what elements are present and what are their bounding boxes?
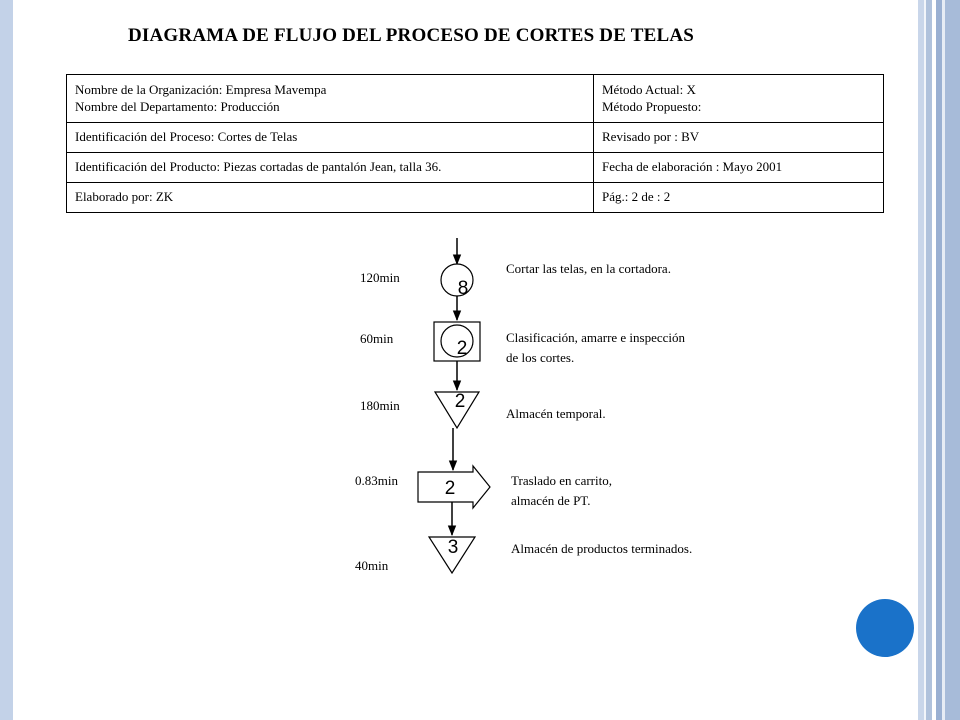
step-desc-5-line-1: Almacén de productos terminados.	[511, 541, 693, 556]
step-desc-4-line-1: Traslado en carrito,	[511, 473, 612, 488]
step-time-1: 120min	[360, 270, 400, 285]
storage-number-1: 2	[454, 391, 466, 412]
product-id: Identificación del Producto: Piezas cortadas de pantalón Jean, talla 36.	[67, 153, 594, 183]
reviewed-by: Revisado por : BV	[594, 123, 884, 153]
step-desc-3-line-1: Almacén temporal.	[506, 406, 606, 421]
step-time-2: 60min	[360, 331, 394, 346]
operation-number: 8	[457, 278, 469, 299]
step-desc-3	[506, 404, 606, 424]
page-title: DIAGRAMA DE FLUJO DEL PROCESO DE CORTES DE TELAS	[128, 25, 695, 46]
step-desc-5	[511, 539, 692, 559]
step-desc-2-line-2: de los cortes.	[506, 350, 575, 365]
made-by: Elaborado por: ZK	[67, 183, 594, 213]
method-proposed: Método Propuesto:	[602, 99, 702, 114]
step-time-3: 180min	[360, 398, 400, 413]
step-desc-2	[506, 328, 685, 368]
dept-name: Nombre del Departamento: Producción	[75, 99, 280, 114]
step-time-5: 40min	[355, 558, 389, 573]
transport-number: 2	[444, 478, 456, 499]
step-desc-1	[506, 259, 671, 279]
step-desc-4-line-2: almacén de PT.	[511, 493, 591, 508]
step-desc-4	[511, 471, 612, 511]
elaboration-date: Fecha de elaboración : Mayo 2001	[594, 153, 884, 183]
page-number: Pág.: 2 de : 2	[594, 183, 884, 213]
combined-number: 2	[456, 338, 468, 359]
method-current: Método Actual: X	[602, 82, 696, 97]
step-desc-2-line-1: Clasificación, amarre e inspección	[506, 330, 686, 345]
org-name: Nombre de la Organización: Empresa Mavempa	[75, 82, 327, 97]
step-desc-1-line-1: Cortar las telas, en la cortadora.	[506, 261, 671, 276]
process-id: Identificación del Proceso: Cortes de Telas	[67, 123, 594, 153]
step-time-4: 0.83min	[355, 473, 398, 488]
storage-number-2: 3	[447, 537, 459, 558]
